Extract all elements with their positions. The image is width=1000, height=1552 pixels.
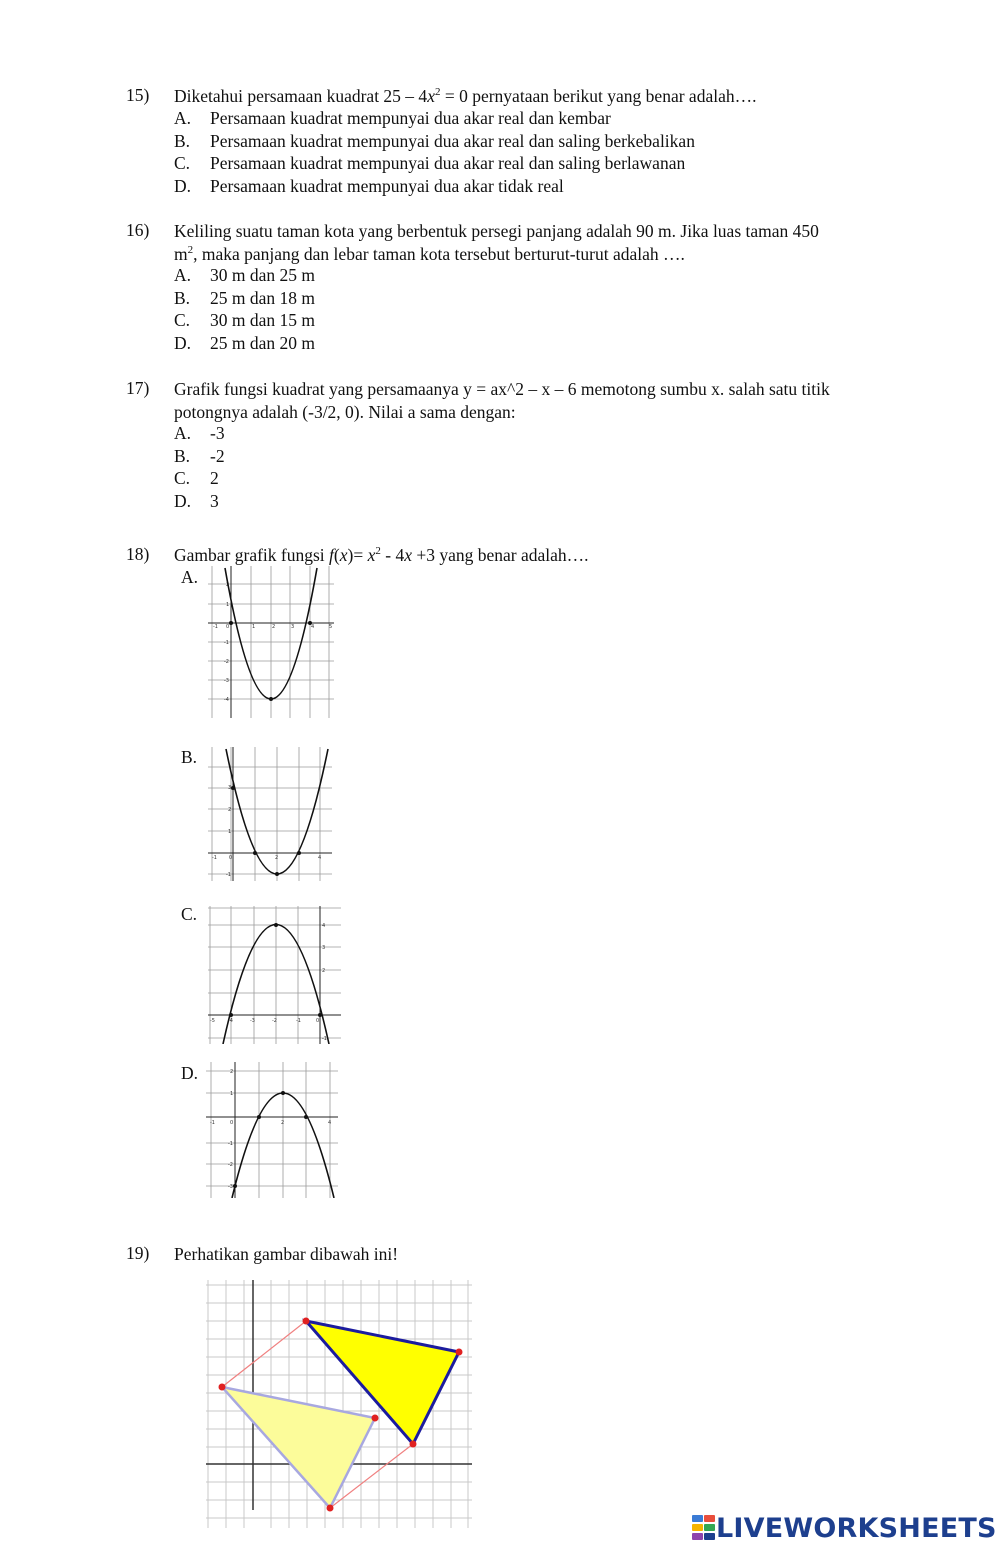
option-b[interactable]: B. 25 m dan 18 m xyxy=(174,287,315,308)
question-number: 15) xyxy=(126,85,150,105)
options-list xyxy=(174,107,695,197)
question-number: 17) xyxy=(126,378,150,398)
graph-b[interactable] xyxy=(208,747,332,881)
tick-label: -3 xyxy=(228,1184,233,1190)
graph-c-label[interactable]: C. xyxy=(181,904,198,924)
tick-label: 2 xyxy=(226,582,230,588)
point xyxy=(308,621,312,625)
point xyxy=(269,697,273,701)
tick-label: -1 xyxy=(296,1018,301,1024)
tick-label: 0 xyxy=(316,1018,320,1024)
option-a[interactable]: A. 30 m dan 25 m xyxy=(174,265,315,285)
tick-label: -4 xyxy=(224,697,229,703)
tick-label: 3 xyxy=(322,945,326,951)
tick-label: 5 xyxy=(329,624,333,630)
tick-label: -1 xyxy=(210,1120,215,1126)
grid-lines xyxy=(206,1062,338,1198)
graph-a[interactable] xyxy=(208,566,334,718)
graph-b-label[interactable]: B. xyxy=(181,747,198,767)
tick-label: -1 xyxy=(322,1036,327,1042)
tick-label: -2 xyxy=(228,1162,233,1168)
axes xyxy=(206,1062,338,1198)
tick-label: 4 xyxy=(318,855,322,861)
point xyxy=(231,786,235,790)
point xyxy=(275,872,279,876)
liveworksheets-logo xyxy=(692,1512,997,1544)
grid-lines xyxy=(208,747,332,881)
question-text: Gambar grafik fungsi $f(x)= x^2 - 4x +3$ yang benar adalah…. xyxy=(174,545,589,565)
graph-a-label[interactable]: A. xyxy=(181,567,199,587)
tick-label: -3 xyxy=(250,1018,255,1024)
option-b[interactable]: B. Persamaan kuadrat mempunyai dua akar real dan saling berkebalikan xyxy=(174,130,695,151)
tick-label: -1 xyxy=(224,640,229,646)
question-text: Grafik fungsi kuadrat yang persamaanya y = ax^2 – x – 6 memotong sumbu x. salah satu titik potongnya adalah (-3/2, 0). Nilai a sama dengan: xyxy=(174,379,830,422)
question-number: 16) xyxy=(126,220,150,240)
tick-label: 0 xyxy=(229,855,233,861)
graph-c[interactable] xyxy=(208,906,341,1044)
question-number: 19) xyxy=(126,1243,150,1263)
tick-label: 2 xyxy=(322,968,326,974)
tick-label: 4 xyxy=(328,1120,332,1126)
tick-label: 4 xyxy=(322,923,326,929)
question-number: 18) xyxy=(126,544,150,564)
option-b[interactable]: B. -2 xyxy=(174,445,225,466)
point xyxy=(257,1115,261,1119)
options-list xyxy=(174,264,315,354)
option-d[interactable]: D. Persamaan kuadrat mempunyai dua akar tidak real xyxy=(174,175,564,196)
tick-label: -2 xyxy=(272,1018,277,1024)
tick-label: 1 xyxy=(252,624,256,630)
point xyxy=(297,851,301,855)
tick-label: 0 xyxy=(226,624,230,630)
point xyxy=(274,923,278,927)
logo-text: LIVEWORKSHEETS xyxy=(716,1512,997,1544)
tick-label: 4 xyxy=(311,624,315,630)
point xyxy=(304,1115,308,1119)
graph-d[interactable] xyxy=(206,1062,338,1198)
option-a[interactable]: A. Persamaan kuadrat mempunyai dua akar real dan kembar xyxy=(174,108,611,128)
question-text: Diketahui persamaan kuadrat $25 - 4x^2 = 0$ pernyataan berikut yang benar adalah…. xyxy=(174,86,757,106)
tick-label: -2 xyxy=(224,659,229,665)
option-c[interactable]: C. Persamaan kuadrat mempunyai dua akar real dan saling berlawanan xyxy=(174,153,686,174)
tick-label: -3 xyxy=(224,678,229,684)
tick-label: 1 xyxy=(226,602,230,608)
point xyxy=(229,1013,233,1017)
tick-label: 3 xyxy=(291,624,295,630)
transformation-figure xyxy=(206,1280,472,1528)
tick-label: 2 xyxy=(272,624,276,630)
tick-label: -1 xyxy=(212,855,217,861)
tick-label: -5 xyxy=(210,1018,215,1024)
tick-label: 3 xyxy=(228,785,232,791)
options-list xyxy=(174,422,225,512)
tick-label: -1 xyxy=(226,872,231,878)
tick-label: 2 xyxy=(281,1120,285,1126)
point xyxy=(229,621,233,625)
point xyxy=(281,1091,285,1095)
option-a[interactable]: A. -3 xyxy=(174,423,225,443)
tick-label: 2 xyxy=(230,1069,234,1075)
option-c[interactable]: C. 30 m dan 15 m xyxy=(174,310,315,331)
tick-label: -1 xyxy=(228,1141,233,1147)
option-c[interactable]: C. 2 xyxy=(174,468,219,489)
question-text: Perhatikan gambar dibawah ini! xyxy=(174,1244,399,1264)
point xyxy=(233,1184,237,1188)
option-d[interactable]: D. 3 xyxy=(174,490,219,511)
graph-d-label[interactable]: D. xyxy=(181,1063,199,1083)
logo-icon xyxy=(692,1515,716,1541)
option-d[interactable]: D. 25 m dan 20 m xyxy=(174,332,315,353)
tick-label: 1 xyxy=(228,829,232,835)
tick-label: 1 xyxy=(230,1091,234,1097)
point xyxy=(318,1013,322,1017)
tick-label: -1 xyxy=(213,624,218,630)
point xyxy=(253,851,257,855)
tick-label: 2 xyxy=(275,855,279,861)
tick-label: 2 xyxy=(228,807,232,813)
question-text: Keliling suatu taman kota yang berbentuk persegi panjang adalah 90 m. Jika luas taman 450 $m^2$, maka panjang dan lebar taman kota tersebut berturut-turut adalah …. xyxy=(174,221,819,264)
tick-label: -4 xyxy=(228,1018,233,1024)
tick-labels xyxy=(212,785,321,878)
tick-label: 0 xyxy=(230,1120,234,1126)
